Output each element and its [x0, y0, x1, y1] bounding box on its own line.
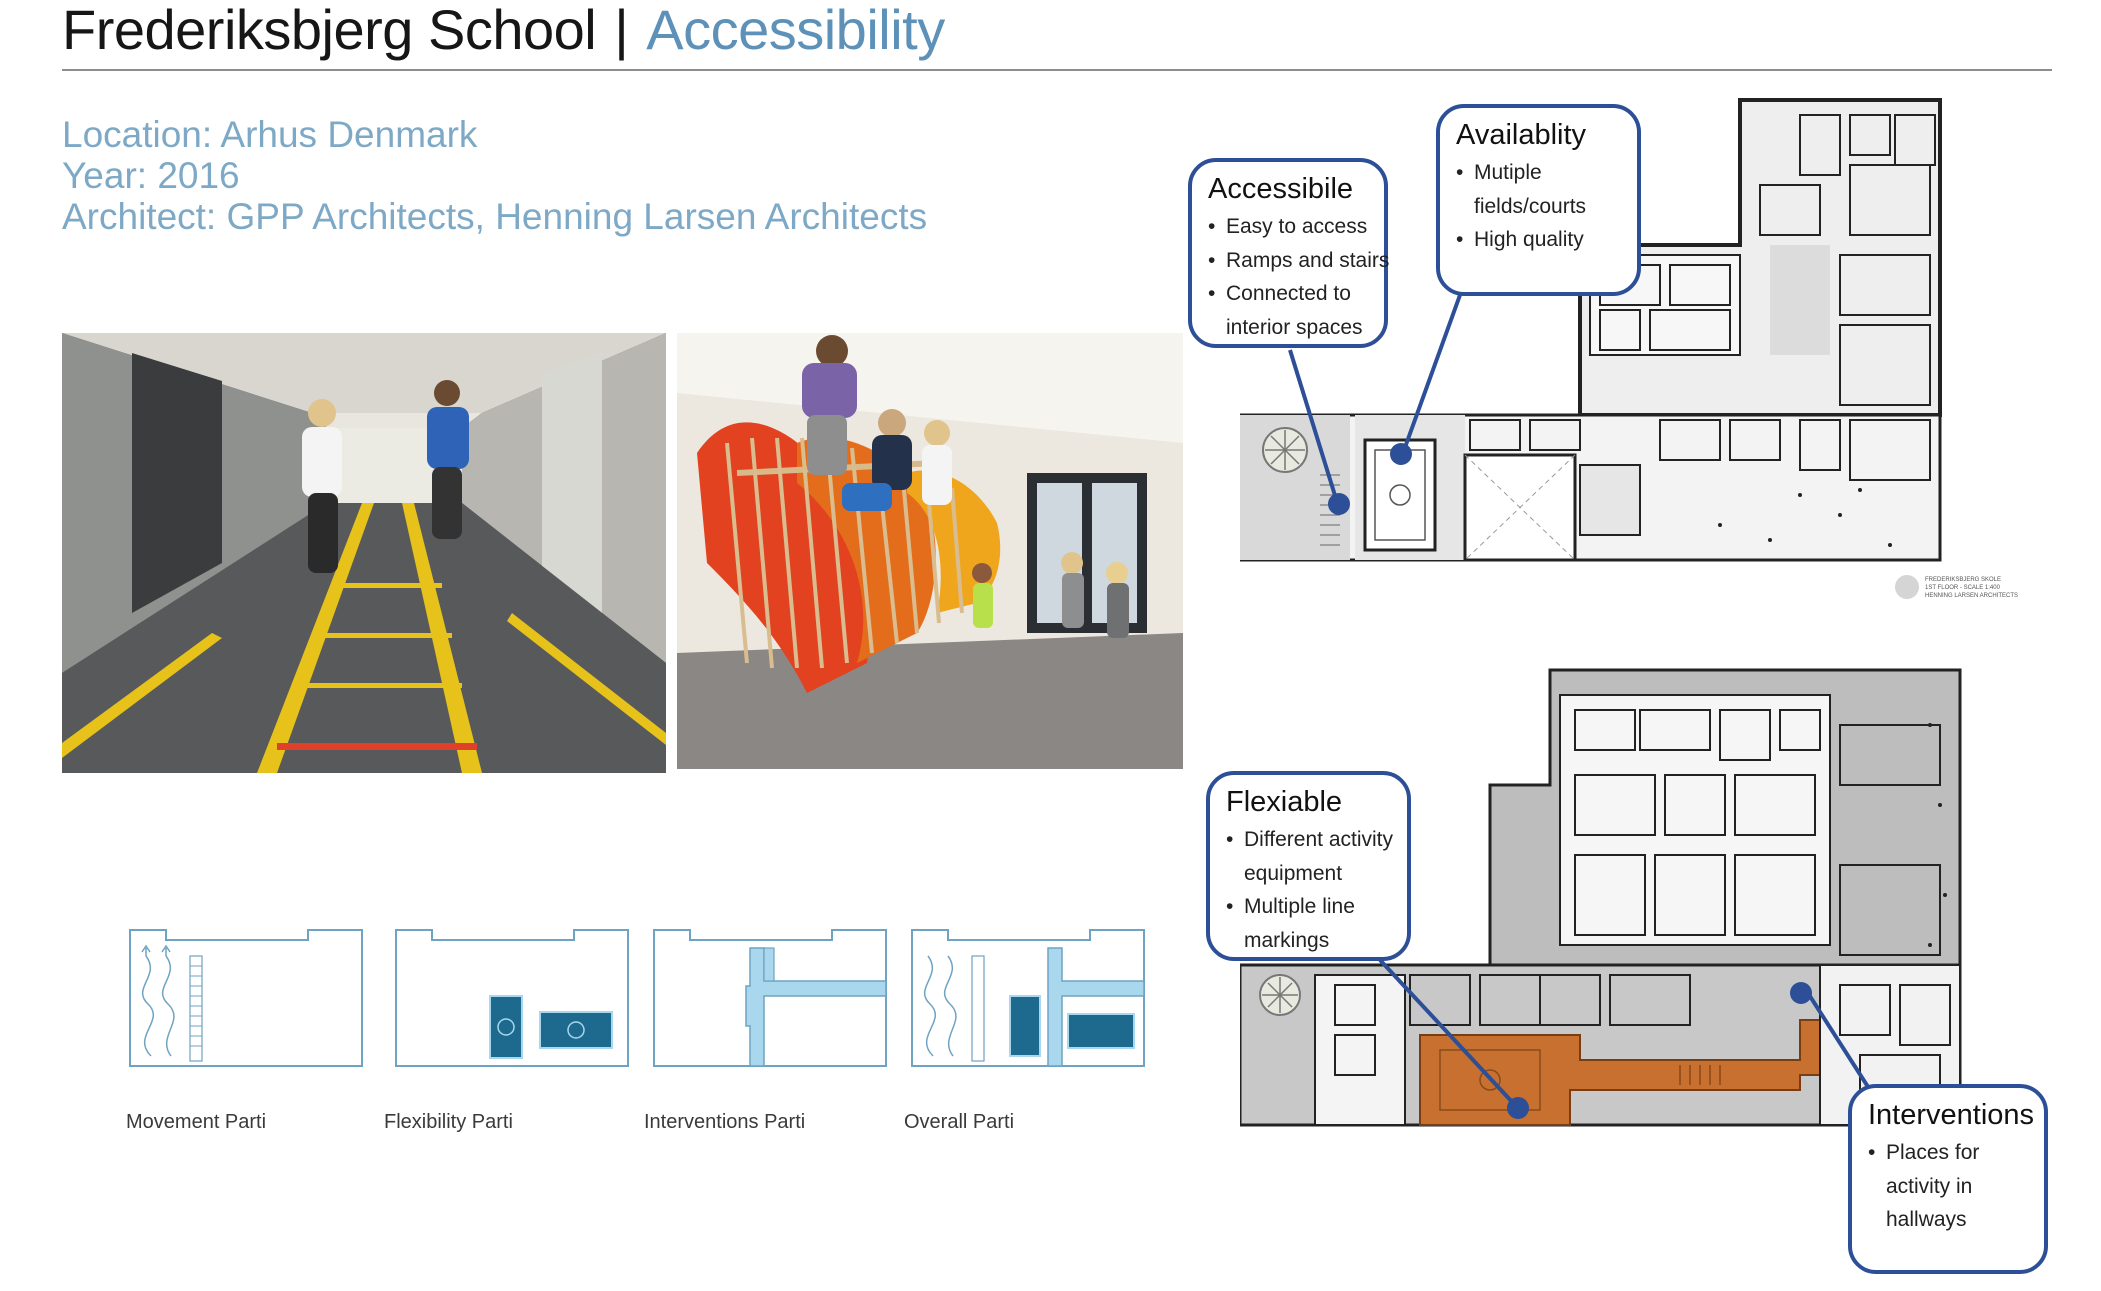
title-school-name: Frederiksbjerg School [62, 0, 597, 61]
meta-architect: Architect: GPP Architects, Henning Larsen Architects [62, 196, 928, 237]
parti-caption-overall: Overall Parti [904, 1111, 1015, 1133]
meta-location: Location: Arhus Denmark [62, 114, 478, 155]
callout-flexible [1206, 771, 1411, 961]
callout-interventions-title: Interventions [1868, 1099, 2035, 1131]
callout-flexible-title: Flexiable [1226, 786, 1343, 818]
callout-accessible-title: Accessibile [1208, 173, 1354, 205]
flexibility-parti-diagram [392, 926, 632, 1071]
meta-year: Year: 2016 [62, 155, 240, 196]
interventions-parti-diagram [650, 926, 890, 1071]
callout-availability [1436, 104, 1641, 296]
callout-availability-item-continued: fields/courts [1474, 194, 1587, 218]
plan-label-line3: HENNING LARSEN ARCHITECTS [1925, 593, 2019, 599]
plan-label-line2: 1ST FLOOR - SCALE 1:400 [1925, 585, 2000, 591]
callout-accessible-item: • Connected to [1208, 282, 1351, 305]
callout-interventions-item-continued: hallways [1886, 1208, 1967, 1231]
plan-label-line1: FREDERIKSBJERG SKOLE [1925, 577, 2002, 583]
callout-flexible-item: • Multiple line [1226, 895, 1355, 918]
parti-caption-flexibility: Flexibility Parti [384, 1111, 513, 1133]
parti-caption-movement: Movement Parti [126, 1111, 267, 1133]
title-divider [62, 69, 2052, 71]
callout-availability-item: • Mutiple [1456, 161, 1542, 184]
callout-availability-title: Availablity [1456, 119, 1587, 151]
callout-interventions-item: • Places for [1868, 1141, 1980, 1164]
page-title [62, 0, 945, 64]
overall-parti-diagram [908, 926, 1148, 1071]
callout-accessible [1188, 158, 1388, 348]
callout-flexible-item-continued: equipment [1244, 861, 1343, 885]
callout-accessible-item-continued: interior spaces [1226, 315, 1363, 339]
callout-flexible-item: • Different activity [1226, 828, 1393, 851]
callout-accessible-item: • Easy to access [1208, 215, 1368, 238]
hallway-running-photo [62, 333, 666, 773]
parti-caption-interventions: Interventions Parti [644, 1111, 806, 1133]
callout-availability-item: • High quality [1456, 228, 1584, 251]
movement-parti-diagram [126, 926, 366, 1071]
title-separator: | [614, 0, 629, 61]
callout-accessible-item: • Ramps and stairs [1208, 248, 1390, 272]
title-topic: Accessibility [646, 0, 945, 61]
project-meta [62, 114, 927, 237]
callout-flexible-item-continued: markings [1244, 928, 1330, 952]
callout-interventions [1848, 1084, 2048, 1274]
climbing-wall-photo [677, 333, 1183, 769]
callout-interventions-item-continued: activity in [1886, 1174, 1973, 1198]
